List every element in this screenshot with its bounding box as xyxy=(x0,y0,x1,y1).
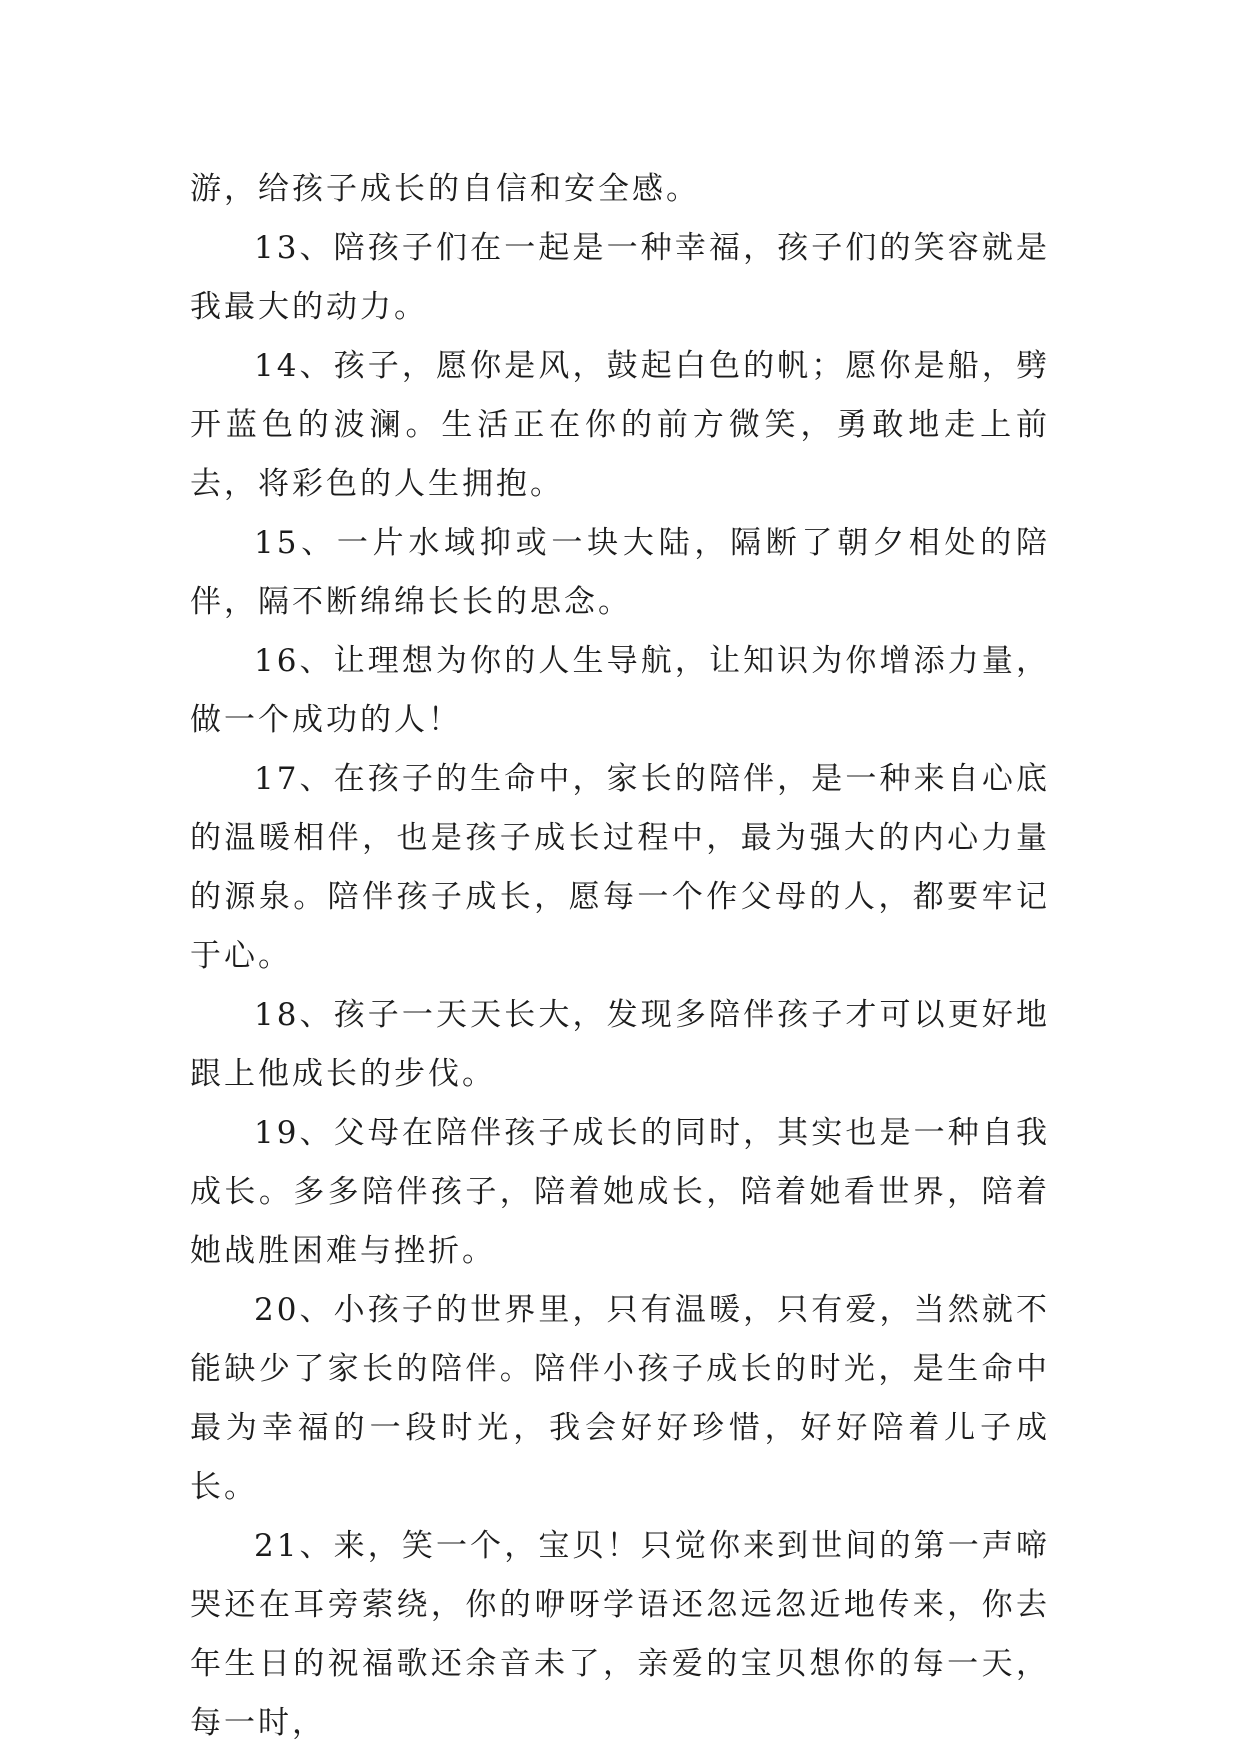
paragraph-15: 15、一片水域抑或一块大陆，隔断了朝夕相处的陪伴，隔不断绵绵长长的思念。 xyxy=(190,525,1050,620)
document-body xyxy=(190,160,1050,1753)
paragraph-18: 18、孩子一天天长大，发现多陪伴孩子才可以更好地跟上他成长的步伐。 xyxy=(190,997,1050,1092)
paragraph-19: 19、父母在陪伴孩子成长的同时，其实也是一种自我成长。多多陪伴孩子，陪着她成长，陪着她看世界，陪着她战胜困难与挫折。 xyxy=(190,1115,1050,1269)
paragraph-continuation: 游，给孩子成长的自信和安全感。 xyxy=(190,171,700,207)
paragraph-17: 17、在孩子的生命中，家长的陪伴，是一种来自心底的温暖相伴，也是孩子成长过程中，最为强大的内心力量的源泉。陪伴孩子成长，愿每一个作父母的人，都要牢记于心。 xyxy=(190,761,1050,974)
paragraph-13: 13、陪孩子们在一起是一种幸福，孩子们的笑容就是我最大的动力。 xyxy=(190,230,1050,325)
paragraph-14: 14、孩子，愿你是风，鼓起白色的帆；愿你是船，劈开蓝色的波澜。生活正在你的前方微笑，勇敢地走上前去，将彩色的人生拥抱。 xyxy=(190,348,1050,502)
paragraph-20: 20、小孩子的世界里，只有温暖，只有爱，当然就不能缺少了家长的陪伴。陪伴小孩子成长的时光，是生命中最为幸福的一段时光，我会好好珍惜，好好陪着儿子成长。 xyxy=(190,1292,1050,1505)
paragraph-16: 16、让理想为你的人生导航，让知识为你增添力量，做一个成功的人！ xyxy=(190,643,1050,738)
paragraph-21: 21、来，笑一个，宝贝！只觉你来到世间的第一声啼哭还在耳旁萦绕，你的咿呀学语还忽远忽近地传来，你去年生日的祝福歌还余音未了，亲爱的宝贝想你的每一天，每一时， xyxy=(190,1528,1050,1741)
